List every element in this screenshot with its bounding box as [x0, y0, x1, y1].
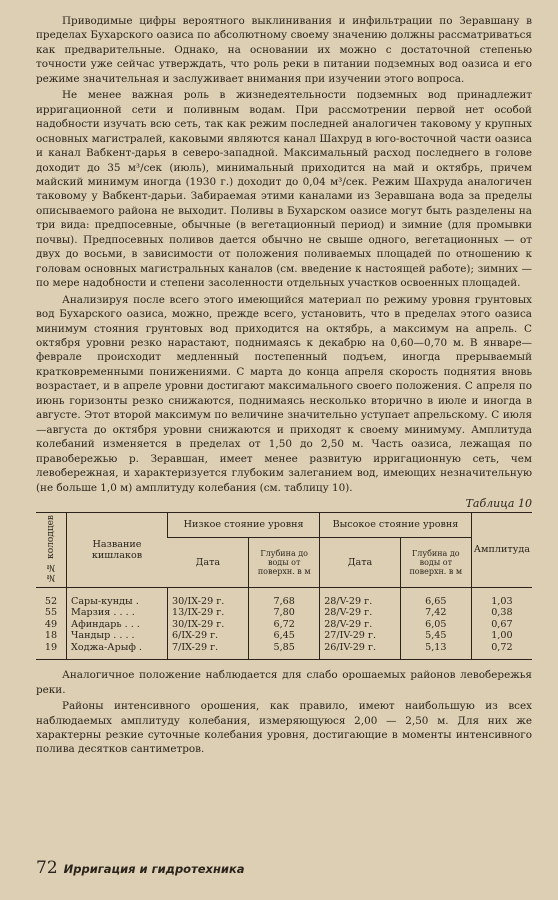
paragraph: Районы интенсивного орошения, как правило, имеют наибольшую из всех наблюдаемых амплитуду колебания, измеряющуюся 2,00 — 2,50 м. Для них же характерны резкие суточные колебания уровня, достигающие в моменты интенсивного полива десятков сантиметров. — [36, 700, 532, 756]
header-high-depth: Глубина до воды от поверхн. в м — [400, 537, 471, 587]
page-number: 72 — [36, 858, 58, 878]
cell-amp: 0,38 — [471, 607, 532, 619]
header-amplitude: Амплитуда — [471, 512, 532, 587]
cell-low-depth: 6,45 — [249, 630, 320, 642]
cell-low-depth: 6,72 — [249, 619, 320, 631]
cell-low-date: 6/IX-29 г. — [168, 630, 249, 642]
header-well-number: №№ колодцев — [36, 512, 67, 587]
cell-amp: 1,00 — [471, 630, 532, 642]
cell-high-date: 28/V-29 г. — [320, 607, 401, 619]
cell-high-depth: 5,13 — [400, 642, 471, 660]
paragraph: Анализируя после всего этого имеющийся материал по режиму уровня грунтовых вод Бухарского оазиса, можно, прежде всего, установить, что в пределах этого оазиса минимум стояния грунтовых вод приходится на октябрь, а максимум на апрель. С октября уровни резко нарастают, поднимаясь к декабрю на 0,60—0,70 м. В январе—феврале происходит медленный постепенный подъем, иногда прерываемый кратковременными понижениями. С марта до конца апреля скорость поднятия вновь возрастает, и в апреле уровни достигают максимального своего положения. С апреля по июнь горизонты резко снижаются, поднимаясь несколько вторично в июле и иногда в августе. Этот второй максимум по величине значительно уступает апрельскому. С июля—августа до октября уровни снижаются и приходят к своему минимуму. Амплитуда колебаний изменяется в пределах от 1,50 до 2,50 м. Часть оазиса, лежащая по правобережью р. Зеравшан, имеет менее развитую ирригационную сеть, чем левобережная, и характеризуется глубоким залеганием вод, имеющих незначительную (не больше 1,0 м) амплитуду колебания (см. таблицу 10). — [36, 293, 532, 494]
paragraph: Приводимые цифры вероятного выклинивания и инфильтрации по Зеравшану в пределах Бухарского оазиса по абсолютному своему значению должны рассматриваться как предварительные. Однако, на основании их можно с достаточной степенью точности уже сейчас утверждать, что роль реки в питании подземных вод оазиса и его режиме значительная и заслуживает внимания при изучении этого вопроса. — [36, 15, 532, 85]
table-caption: Таблица 10 — [465, 496, 532, 510]
cell-low-date: 30/IX-29 г. — [168, 619, 249, 631]
cell-low-depth: 7,68 — [249, 587, 320, 607]
cell-high-date: 27/IV-29 г. — [320, 630, 401, 642]
cell-name: Афиндарь . . . — [67, 619, 168, 631]
text-block-bottom — [36, 668, 532, 757]
cell-num: 19 — [44, 641, 58, 653]
cell-low-date: 7/IX-29 г. — [168, 642, 249, 660]
cell-num: 18 — [44, 630, 58, 642]
table-row — [36, 642, 532, 660]
cell-high-depth: 6,65 — [400, 587, 471, 607]
cell-high-date: 28/V-29 г. — [320, 619, 401, 631]
header-low-level: Низкое стояние уровня — [168, 512, 320, 537]
journal-title: Ирригация и гидротехника — [63, 862, 245, 876]
cell-num: 55 — [44, 607, 58, 619]
table-row — [36, 587, 532, 607]
cell-name: Ходжа-Арыф . — [67, 642, 168, 660]
cell-amp: 1,03 — [471, 587, 532, 607]
cell-high-depth: 6,05 — [400, 619, 471, 631]
cell-num: 49 — [44, 618, 58, 630]
cell-name: Марзия . . . . — [67, 607, 168, 619]
page-footer — [36, 858, 245, 878]
text-block-top — [36, 14, 532, 495]
paragraph: Не менее важная роль в жизнедеятельности подземных вод принадлежит ирригационной сети и поливным водам. При рассмотрении первой нет особой надобности изучать всю сеть, так как режим последней аналогичен таковому у крупных основных магистралей, каковыми являются канал Шахруд в юго-восточной части оазиса и канал Вабкент-дарья в северо-западной. Максимальный расход последнего в голове доходит до 35 м³/сек (июль), минимальный приходится на май и октябрь, причем майский минимум иногда (1930 г.) доходит до 0,04 м³/сек. Режим Шахруда аналогичен таковому у Вабкент-дарьи. Забираемая этими каналами из Зеравшана вода за пределы описываемого района не выходит. Поливы в Бухарском оазисе могут быть разделены на три вида: предпосевные, обычные (в вегетационный период) и зимние (для промывки почвы). Предпосевных поливов дается обычно не свыше одного, вегетационных — от двух до восьми, в зависимости от положения поливаемых площадей по отношению к головам основных магистральных каналов (см. введение к настоящей работе); зимних — по мере надобности и степени засоленности отдельных участков освоенных площадей. — [36, 89, 532, 290]
cell-low-date: 13/IX-29 г. — [168, 607, 249, 619]
table-row — [36, 607, 532, 619]
header-high-date: Дата — [320, 537, 401, 587]
header-low-date: Дата — [168, 537, 249, 587]
cell-amp: 0,67 — [471, 619, 532, 631]
cell-low-depth: 5,85 — [249, 642, 320, 660]
cell-name: Чандыр . . . . — [67, 630, 168, 642]
cell-high-depth: 7,42 — [400, 607, 471, 619]
cell-high-date: 26/IV-29 г. — [320, 642, 401, 660]
groundwater-table — [36, 512, 532, 660]
paragraph: Аналогичное положение наблюдается для слабо орошаемых районов левобережья реки. — [36, 669, 532, 696]
header-high-level: Высокое стояние уровня — [320, 512, 472, 537]
cell-name: Сары-кунды . — [67, 587, 168, 607]
cell-amp: 0,72 — [471, 642, 532, 660]
cell-high-date: 28/V-29 г. — [320, 587, 401, 607]
cell-num: 52 — [44, 595, 58, 607]
header-low-depth: Глубина до воды от поверхн. в м — [249, 537, 320, 587]
header-village-name: Название кишлаков — [67, 512, 168, 587]
table-row — [36, 619, 532, 631]
cell-low-date: 30/IX-29 г. — [168, 587, 249, 607]
cell-high-depth: 5,45 — [400, 630, 471, 642]
table-row — [36, 630, 532, 642]
cell-low-depth: 7,80 — [249, 607, 320, 619]
